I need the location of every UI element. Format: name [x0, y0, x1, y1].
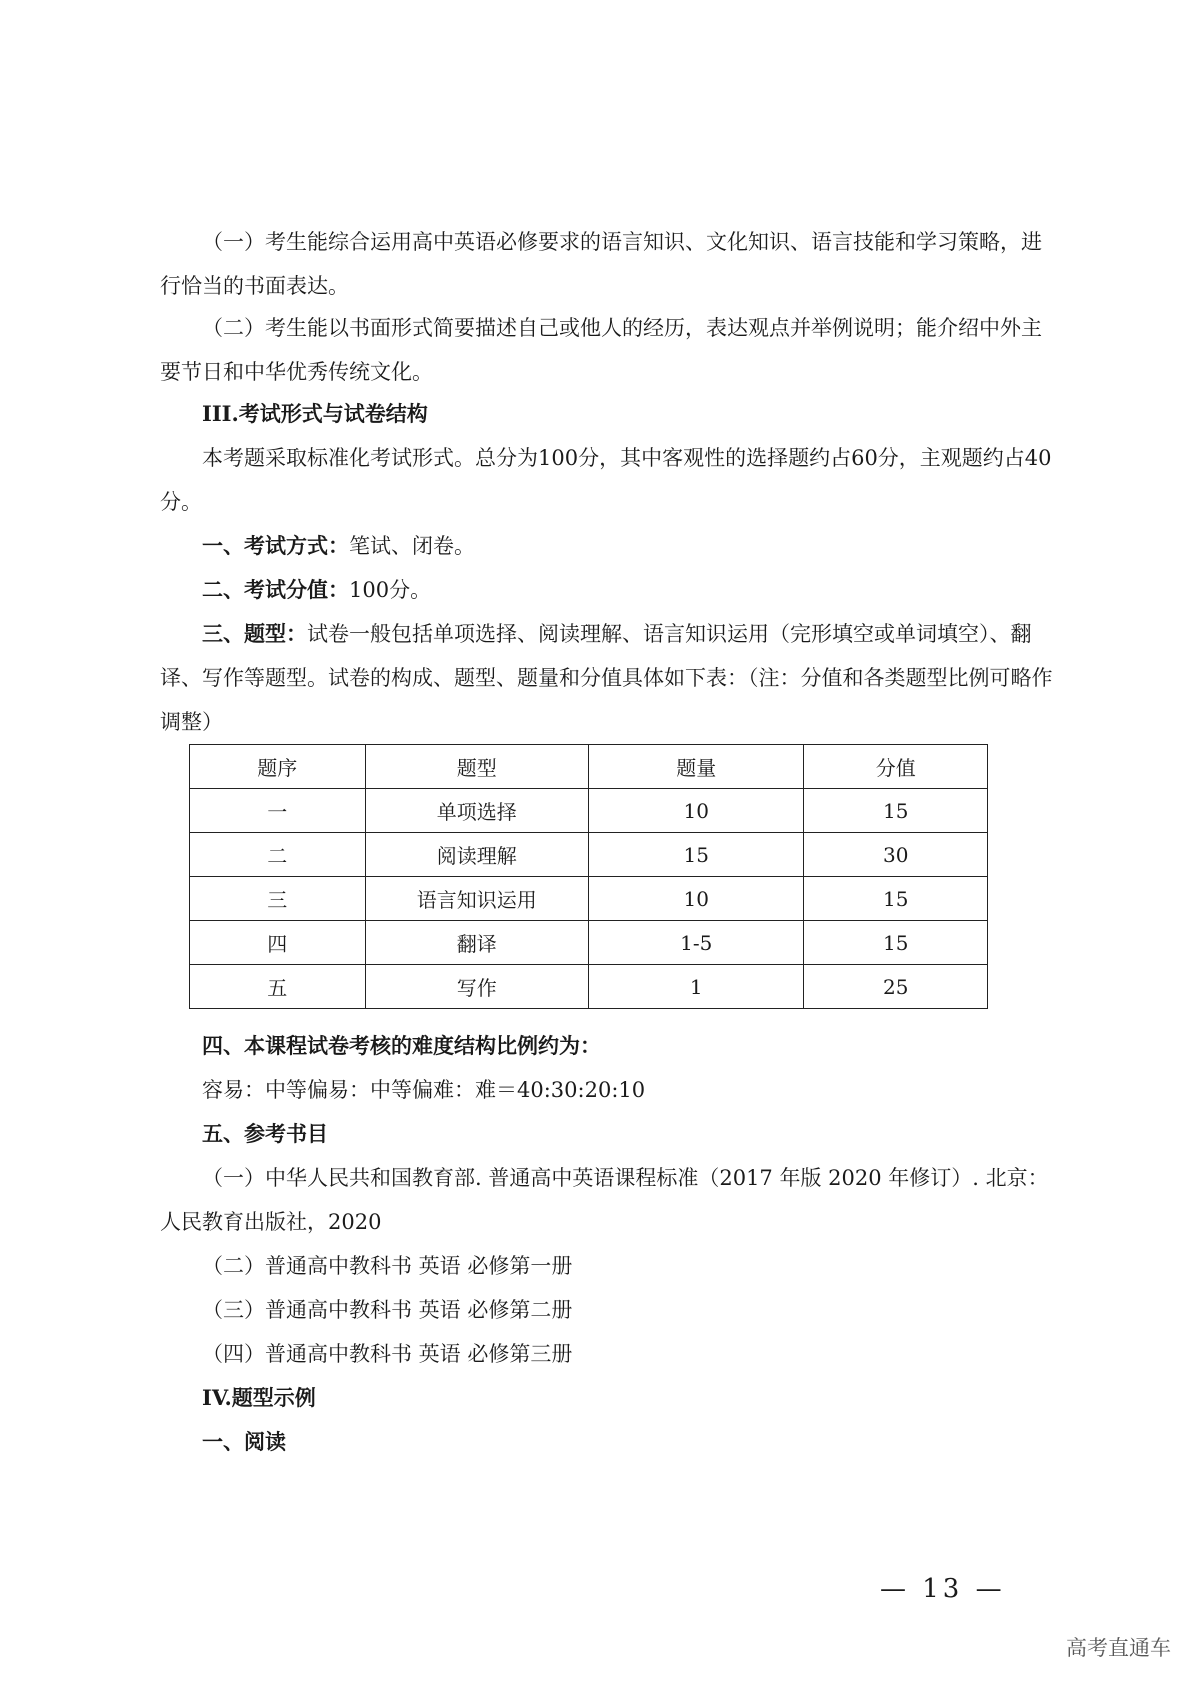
difficulty-heading: 四、本课程试卷考核的难度结构比例约为： [202, 1033, 601, 1058]
table-header-cell: 题型 [365, 745, 588, 789]
table-cell: 翻译 [365, 921, 588, 965]
reference-item: （一）中华人民共和国教育部. 普通高中英语课程标准（2017 年版 2020 年修订）. 北京：人民教育出版社，2020 [160, 1166, 1049, 1234]
exam-mode-line [160, 524, 1060, 568]
table-row [190, 833, 988, 877]
table-row [190, 921, 988, 965]
section-heading-iv: IV.题型示例 [202, 1385, 316, 1410]
table-row [190, 789, 988, 833]
table-cell: 二 [190, 833, 366, 877]
table-cell: 15 [804, 789, 988, 833]
table-cell: 单项选择 [365, 789, 588, 833]
table-row [190, 965, 988, 1009]
table-cell: 15 [804, 921, 988, 965]
table-cell: 语言知识运用 [365, 877, 588, 921]
exam-mode-label: 一、考试方式： [202, 533, 349, 558]
section-heading-iii: III.考试形式与试卷结构 [202, 401, 428, 426]
difficulty-ratio: 容易：中等偏易：中等偏难：难＝40:30:20:10 [202, 1078, 646, 1102]
table-cell: 15 [804, 877, 988, 921]
paragraph-2: （二）考生能以书面形式简要描述自己或他人的经历，表达观点并举例说明；能介绍中外主要节日和中华优秀传统文化。 [160, 316, 1042, 384]
table-cell: 1-5 [588, 921, 803, 965]
references-heading: 五、参考书目 [202, 1121, 328, 1146]
table-header-row [190, 745, 988, 789]
reference-item: （二）普通高中教科书 英语 必修第一册 [202, 1254, 573, 1278]
table-cell: 阅读理解 [365, 833, 588, 877]
exam-score-line [160, 568, 1060, 612]
table-cell: 30 [804, 833, 988, 877]
exam-score-value: 100分。 [349, 578, 432, 602]
question-types-value: 试卷一般包括单项选择、阅读理解、语言知识运用（完形填空或单词填空）、翻译、写作等题型。试卷的构成、题型、题量和分值具体如下表：（注：分值和各类题型比例可略作调整） [160, 622, 1053, 734]
table-row [190, 877, 988, 921]
reading-heading: 一、阅读 [202, 1429, 286, 1454]
table-cell: 1 [588, 965, 803, 1009]
table-cell: 五 [190, 965, 366, 1009]
table-cell: 25 [804, 965, 988, 1009]
table-header-cell: 题量 [588, 745, 803, 789]
table-cell: 15 [588, 833, 803, 877]
exam-score-label: 二、考试分值： [202, 577, 349, 602]
paragraph-1: （一）考生能综合运用高中英语必修要求的语言知识、文化知识、语言技能和学习策略，进行恰当的书面表达。 [160, 230, 1042, 298]
page-number: — 13 — [880, 1574, 1006, 1604]
question-types-paragraph [160, 612, 1060, 744]
score-table [189, 744, 988, 1009]
table-cell: 写作 [365, 965, 588, 1009]
table-header-cell: 题序 [190, 745, 366, 789]
question-types-label: 三、题型： [202, 621, 307, 646]
exam-mode-value: 笔试、闭卷。 [349, 534, 475, 558]
table-cell: 10 [588, 877, 803, 921]
table-cell: 一 [190, 789, 366, 833]
table-cell: 三 [190, 877, 366, 921]
watermark: 高考直通车 [1066, 1636, 1171, 1660]
table-cell: 10 [588, 789, 803, 833]
table-header-cell: 分值 [804, 745, 988, 789]
paragraph-exam-format: 本考题采取标准化考试形式。总分为100分，其中客观性的选择题约占60分，主观题约占40分。 [160, 446, 1052, 514]
reference-item: （四）普通高中教科书 英语 必修第三册 [202, 1342, 573, 1366]
reference-item: （三）普通高中教科书 英语 必修第二册 [202, 1298, 573, 1322]
table-cell: 四 [190, 921, 366, 965]
